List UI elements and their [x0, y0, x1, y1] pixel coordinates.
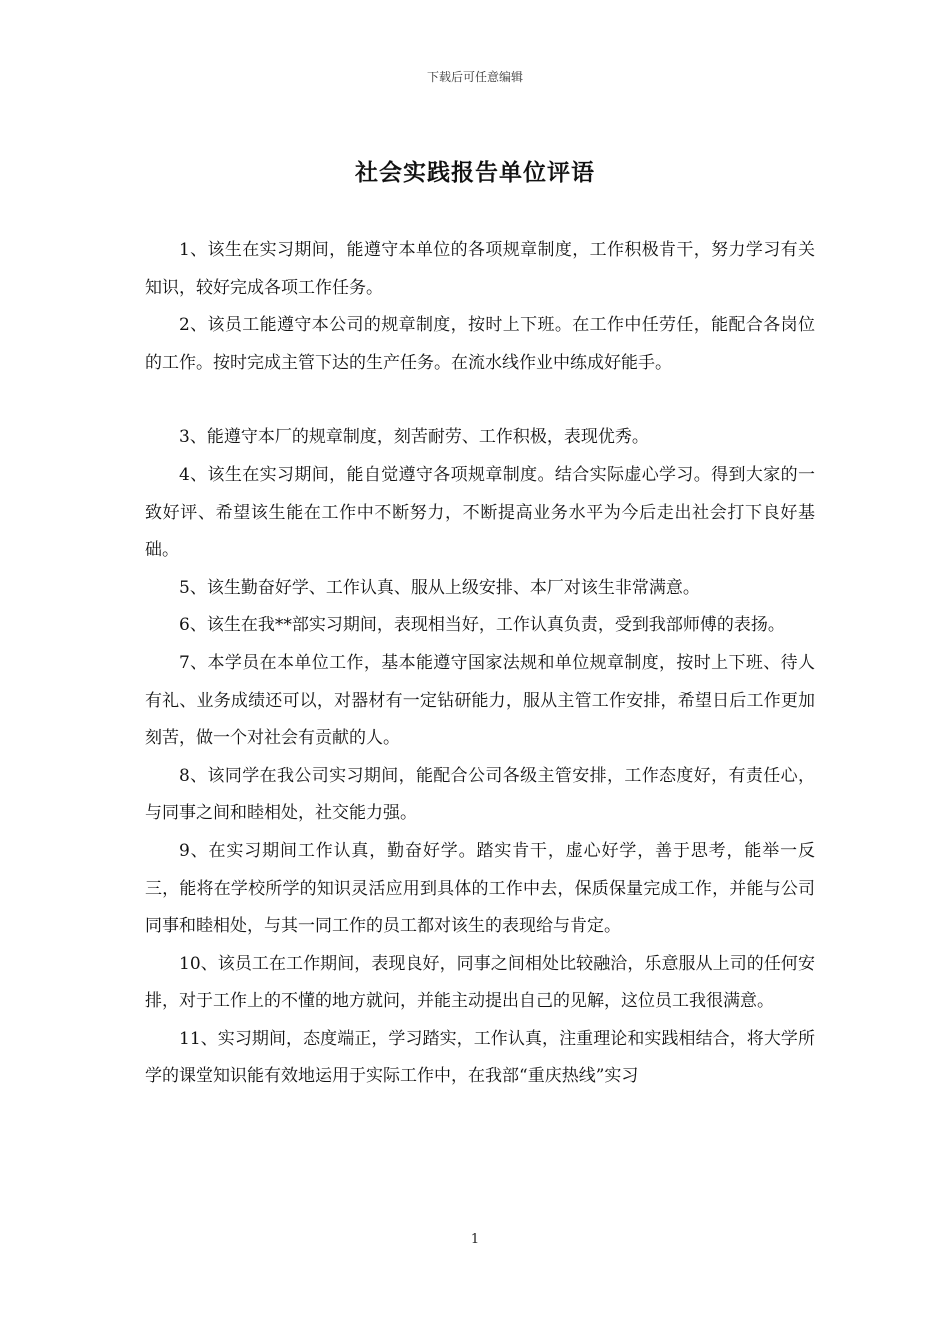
document-title: 社会实践报告单位评语 — [355, 159, 595, 186]
header-note: 下载后可任意编辑 — [426, 70, 523, 84]
paragraph-10: 10、该员工在工作期间，表现良好，同事之间相处比较融洽，乐意服从上司的任何安排，对于工作上的不懂的地方就问，并能主动提出自己的见解，这位员工我很满意。 — [145, 953, 815, 1012]
page-number: 1 — [470, 1232, 480, 1247]
paragraph-4: 4、该生在实习期间，能自觉遵守各项规章制度。结合实际虚心学习。得到大家的一致好评、希望该生能在工作中不断努力，不断提高业务水平为今后走出社会打下良好基础。 — [145, 464, 815, 561]
paragraph-11: 11、实习期间，态度端正，学习踏实，工作认真，注重理论和实践相结合，将大学所学的课堂知识能有效地运用于实际工作中，在我部“重庆热线”实习 — [145, 1028, 815, 1087]
paragraph-2: 2、该员工能遵守本公司的规章制度，按时上下班。在工作中任劳任，能配合各岗位的工作。按时完成主管下达的生产任务。在流水线作业中练成好能手。 — [145, 315, 815, 373]
paragraph-1: 1、该生在实习期间，能遵守本单位的各项规章制度，工作积极肯干，努力学习有关知识，较好完成各项工作任务。 — [145, 240, 815, 298]
document-body — [145, 232, 815, 1096]
paragraph-7: 7、本学员在本单位工作，基本能遵守国家法规和单位规章制度，按时上下班、待人有礼、业务成绩还可以，对器材有一定钻研能力，服从主管工作安排，希望日后工作更加刻苦，做一个对社会有贡献的人。 — [145, 652, 815, 749]
paragraph-8: 8、该同学在我公司实习期间，能配合公司各级主管安排，工作态度好，有责任心，与同事之间和睦相处，社交能力强。 — [145, 765, 815, 824]
paragraph-6: 6、该生在我**部实习期间，表现相当好，工作认真负责，受到我部师傅的表扬。 — [179, 615, 785, 636]
paragraph-5: 5、该生勤奋好学、工作认真、服从上级安排、本厂对该生非常满意。 — [179, 577, 700, 598]
paragraph-9: 9、在实习期间工作认真，勤奋好学。踏实肯干，虚心好学，善于思考，能举一反三，能将在学校所学的知识灵活应用到具体的工作中去，保质保量完成工作，并能与公司同事和睦相处，与其一同工作的员工都对该生的表现给与肯定。 — [145, 840, 815, 937]
paragraph-3: 3、能遵守本厂的规章制度，刻苦耐劳、工作积极，表现优秀。 — [179, 427, 649, 448]
